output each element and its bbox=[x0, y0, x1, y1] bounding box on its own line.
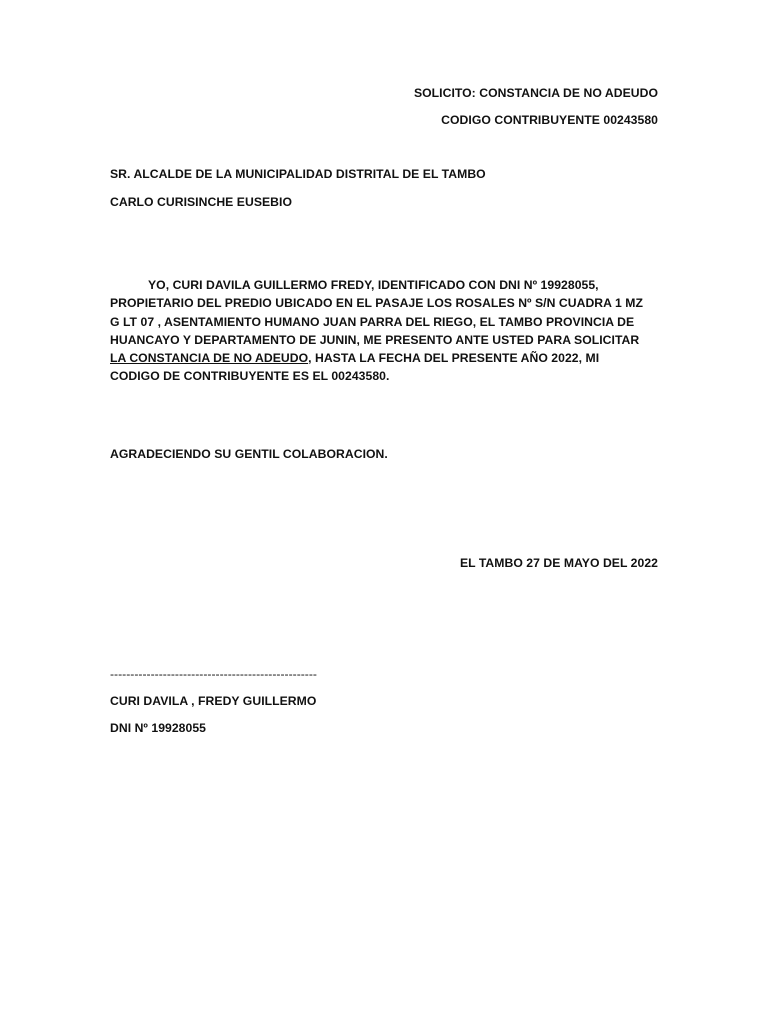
body-paragraph bbox=[110, 276, 650, 386]
body-text-underlined: LA CONSTANCIA DE NO ADEUDO bbox=[110, 351, 309, 366]
closing-line: AGRADECIENDO SU GENTIL COLABORACION. bbox=[110, 447, 388, 461]
place-date-line: EL TAMBO 27 DE MAYO DEL 2022 bbox=[459, 556, 658, 570]
subject-line: SOLICITO: CONSTANCIA DE NO ADEUDO bbox=[413, 86, 658, 100]
body-text-part1: YO, CURI DAVILA GUILLERMO FREDY, IDENTIFICADO CON DNI Nº 19928055, PROPIETARIO DEL PREDIO UBICADO EN EL PASAJE LOS ROSALES Nº S/N CUADRA 1 MZ G LT 07 , ASENTAMIENTO HUMANO JUAN PARRA DEL RIEGO, EL TAMBO PROVINCIA DE HUANCAYO Y DEPARTAMENTO DE JUNIN, ME PRESENTO ANTE USTED PARA SOLICITAR bbox=[110, 278, 643, 347]
addressee-name: CARLO CURISINCHE EUSEBIO bbox=[110, 195, 292, 209]
addressee-title: SR. ALCALDE DE LA MUNICIPALIDAD DISTRITAL DE EL TAMBO bbox=[110, 167, 486, 181]
signature-line: --------------------------------------------------- bbox=[110, 667, 317, 681]
taxpayer-code-line: CODIGO CONTRIBUYENTE 00243580 bbox=[441, 113, 658, 127]
body-text-part2: , HASTA LA FECHA DEL PRESENTE AÑO 2022, MI CODIGO DE CONTRIBUYENTE ES EL 00243580. bbox=[110, 351, 600, 384]
signer-name: CURI DAVILA , FREDY GUILLERMO bbox=[110, 694, 317, 708]
signer-dni: DNI Nº 19928055 bbox=[110, 721, 206, 735]
